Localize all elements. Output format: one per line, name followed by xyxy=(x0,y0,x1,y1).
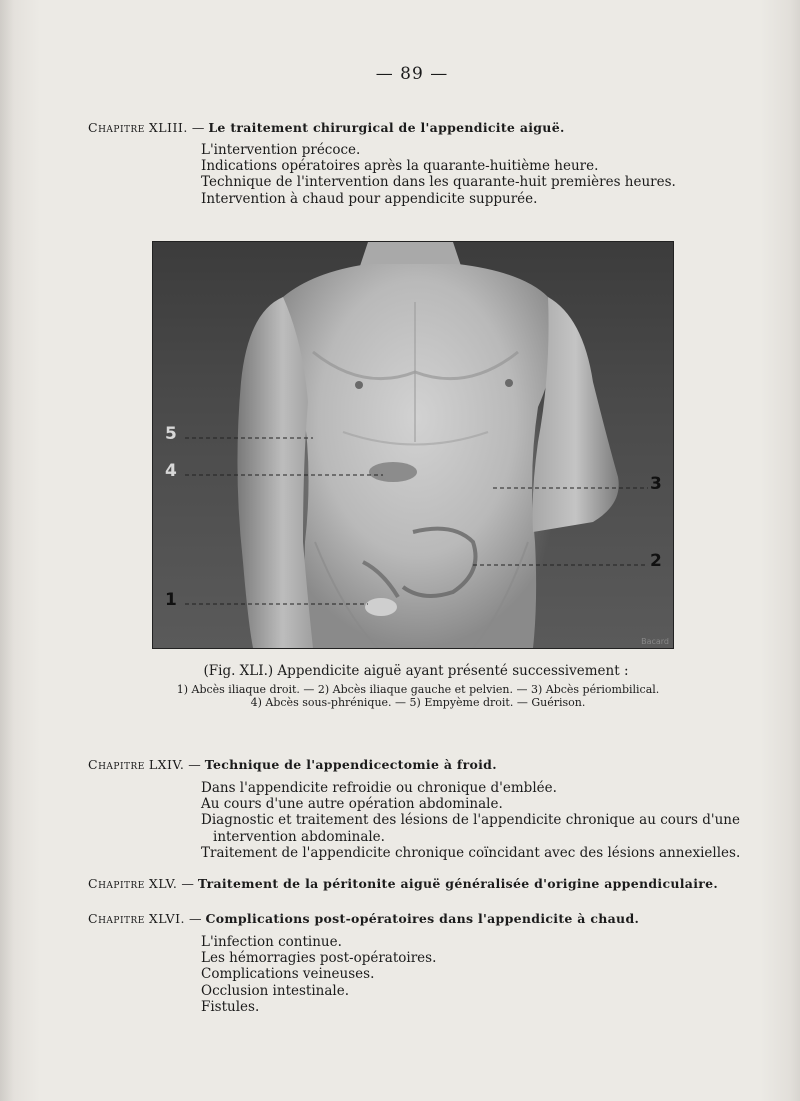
list-item: Dans l'appendicite refroidie ou chronique d'emblée. xyxy=(201,780,557,796)
chapter-heading-46 xyxy=(88,911,639,926)
chapter-label: Chapitre xyxy=(88,757,145,772)
figure-label-3: 3 xyxy=(650,474,662,494)
chapter-43-items xyxy=(201,142,676,207)
list-item: L'intervention précoce. xyxy=(201,142,361,158)
list-item: Au cours d'une autre opération abdominale. xyxy=(201,796,503,813)
list-item: Indications opératoires après la quarante-huitième heure. xyxy=(201,158,599,175)
list-item: L'infection continue. xyxy=(201,934,342,950)
chapter-number: XLV. xyxy=(148,876,178,891)
chapter-heading-64 xyxy=(88,757,497,772)
list-item: Diagnostic et traitement des lésions de l'appendicite chronique au cours d'une xyxy=(201,812,740,829)
page-number: — 89 — xyxy=(375,64,449,84)
chapter-label: Chapitre xyxy=(88,120,145,135)
chapter-heading-45 xyxy=(88,876,718,891)
list-item: Traitement de l'appendicite chronique coïncidant avec des lésions annexielles. xyxy=(201,844,741,861)
figure-label-2: 2 xyxy=(650,551,662,571)
chapter-title: Le traitement chirurgical de l'appendicite aiguë. xyxy=(208,120,565,135)
chapter-dash: — xyxy=(188,757,201,772)
chapter-dash: — xyxy=(191,120,205,135)
chapter-dash: — xyxy=(181,876,194,891)
list-item: Intervention à chaud pour appendicite suppurée. xyxy=(201,190,538,207)
figure-label-1: 1 xyxy=(165,590,177,610)
list-item: intervention abdominale. xyxy=(213,828,385,845)
chapter-64-items xyxy=(201,780,740,861)
chapter-number: XLVI. xyxy=(148,911,186,926)
chapter-dash: — xyxy=(189,911,202,926)
figure-caption-line: 4) Abcès sous-phrénique. — 5) Empyème droit. — Guérison. xyxy=(250,696,586,709)
chapter-label: Chapitre xyxy=(88,876,145,891)
figure-label-5: 5 xyxy=(165,424,177,444)
chapter-title: Technique de l'appendicectomie à froid. xyxy=(204,757,497,772)
list-item: Occlusion intestinale. xyxy=(201,982,349,999)
list-item: Fistules. xyxy=(201,998,260,1015)
chapter-number: LXIV. xyxy=(148,757,185,772)
chapter-title: Traitement de la péritonite aiguë généralisée d'origine appendiculaire. xyxy=(197,876,719,891)
chapter-number: XLIII. xyxy=(148,120,188,135)
torso-illustration xyxy=(153,242,673,648)
list-item: Complications veineuses. xyxy=(201,966,375,983)
figure-caption-line: 1) Abcès iliaque droit. — 2) Abcès iliaque gauche et pelvien. — 3) Abcès périombilical. xyxy=(176,683,660,696)
list-item: Technique de l'intervention dans les quarante-huit premières heures. xyxy=(201,174,676,191)
chapter-title: Complications post-opératoires dans l'appendicite à chaud. xyxy=(205,911,640,926)
figure-signature: Bacard xyxy=(641,637,669,646)
figure-caption-title: (Fig. XLI.) Appendicite aiguë ayant présenté successivement : xyxy=(203,663,629,679)
chapter-label: Chapitre xyxy=(88,911,145,926)
list-item: Les hémorragies post-opératoires. xyxy=(201,950,437,967)
chapter-heading-43 xyxy=(88,120,565,135)
figure-photograph xyxy=(152,241,674,649)
chapter-46-items xyxy=(201,934,436,1015)
figure-label-4: 4 xyxy=(165,461,177,481)
